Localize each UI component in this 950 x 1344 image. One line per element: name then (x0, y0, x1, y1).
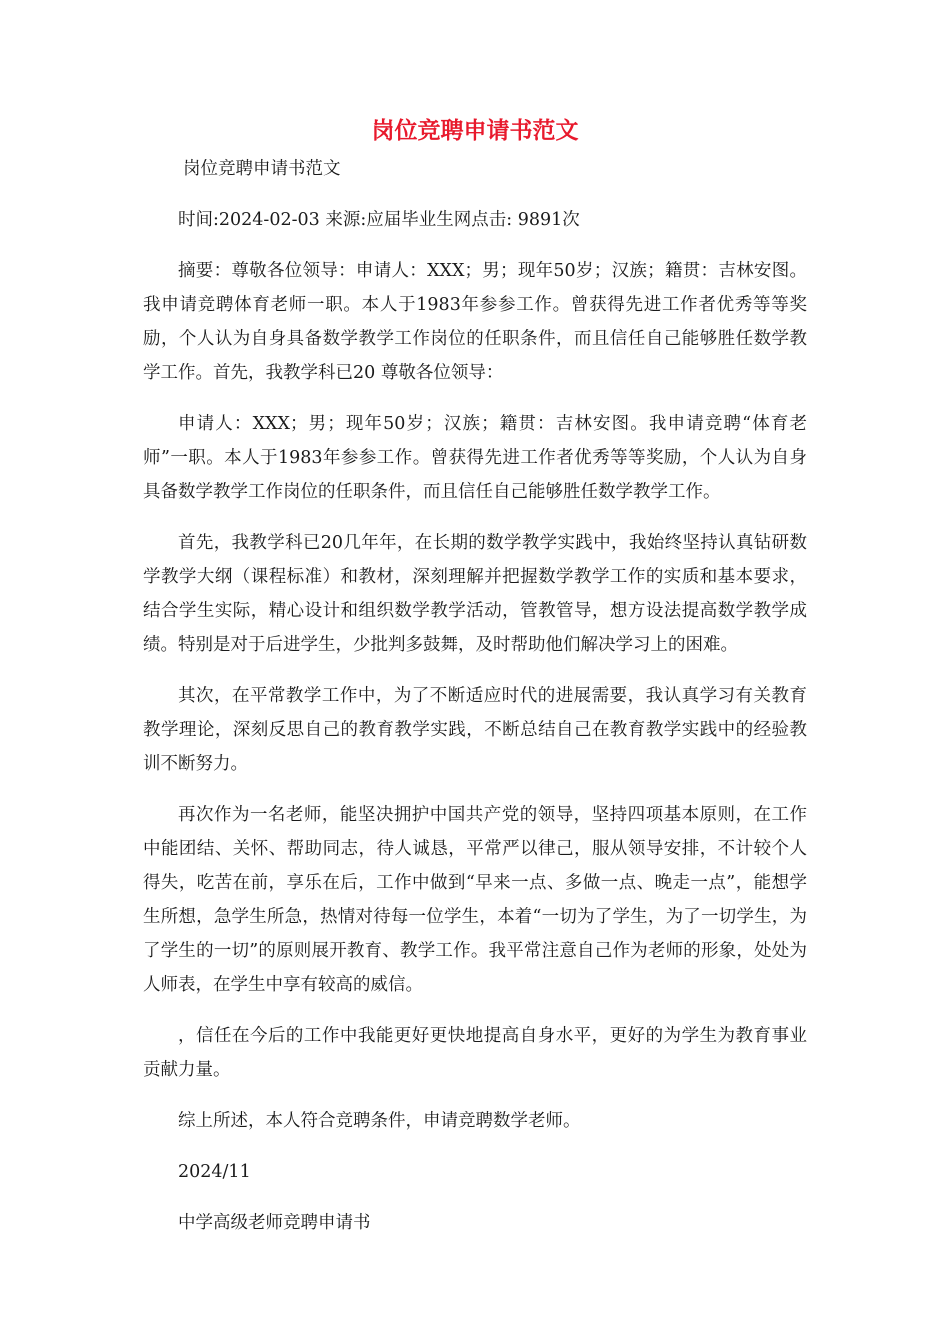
abstract-paragraph: 摘要：尊敬各位领导：申请人：XXX；男；现年50岁；汉族；籍贯：吉林安图。我申请竞聘体育老师一职。本人于1983年参参工作。曾获得先进工作者优秀等等奖励，个人认为自身具备数学教学工作岗位的任职条件，而且信任自己能够胜任数学教学工作。首先，我教学科已20 尊敬各位领导： (143, 261, 807, 383)
meta-line: 时间:2024-02-03 来源:应届毕业生网点击: 9891次 (178, 210, 580, 230)
body-paragraph-fourth: ，信任在今后的工作中我能更好更快地提高自身水平，更好的为学生为教育事业贡献力量。 (143, 1026, 807, 1080)
document-date: 2024/11 (178, 1162, 251, 1182)
body-paragraph-applicant: 申请人：XXX；男；现年50岁；汉族；籍贯：吉林安图。我申请竞聘“体育老师”一职。本人于1983年参参工作。曾获得先进工作者优秀等等奖励，个人认为自身具备数学教学工作岗位的任职条件，而且信任自己能够胜任数学教学工作。 (143, 414, 807, 502)
document-body (143, 152, 807, 1240)
closing-title: 中学高级老师竞聘申请书 (178, 1213, 371, 1233)
document-subtitle: 岗位竞聘申请书范文 (183, 159, 341, 179)
body-paragraph-second: 其次，在平常教学工作中，为了不断适应时代的进展需要，我认真学习有关教育教学理论，深刻反思自己的教育教学实践，不断总结自己在教育教学实践中的经验教训不断努力。 (143, 686, 807, 774)
document-title: 岗位竞聘申请书范文 (371, 118, 579, 144)
body-paragraph-third: 再次作为一名老师，能坚决拥护中国共产党的领导，坚持四项基本原则，在工作中能团结、关怀、帮助同志，待人诚恳，平常严以律己，服从领导安排，不计较个人得失，吃苦在前，享乐在后，工作中做到“早来一点、多做一点、晚走一点”，能想学生所想，急学生所急，热情对待每一位学生，本着“一切为了学生，为了一切学生，为了学生的一切”的原则展开教育、教学工作。我平常注意自己作为老师的形象，处处为人师表，在学生中享有较高的威信。 (143, 805, 807, 995)
body-paragraph-conclusion: 综上所述，本人符合竞聘条件，申请竞聘数学老师。 (178, 1111, 581, 1131)
body-paragraph-first: 首先，我教学科已20几年年，在长期的数学教学实践中，我始终坚持认真钻研数学教学大纲（课程标准）和教材，深刻理解并把握数学教学工作的实质和基本要求，结合学生实际，精心设计和组织数学教学活动，管教管导，想方设法提高数学教学成绩。特别是对于后进学生，少批判多鼓舞，及时帮助他们解决学习上的困难。 (143, 533, 807, 655)
